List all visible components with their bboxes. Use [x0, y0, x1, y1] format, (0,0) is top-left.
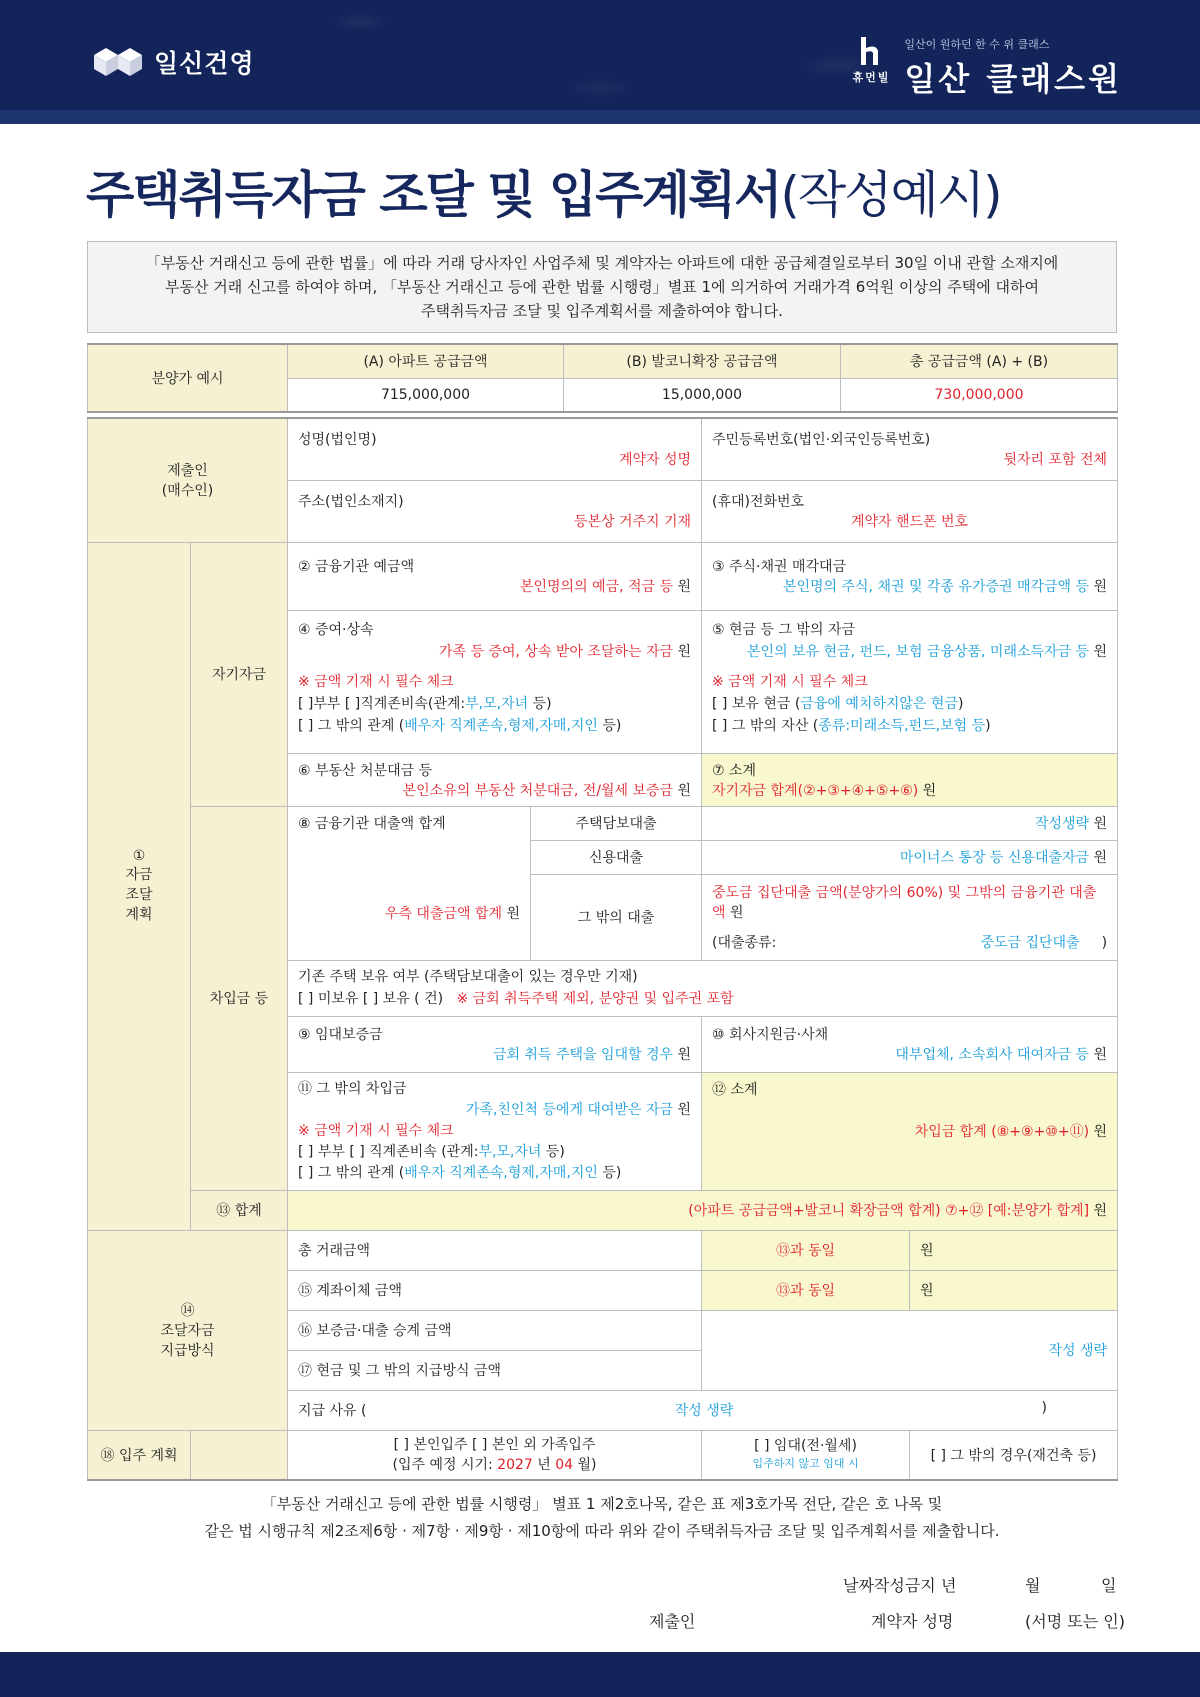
payment-section-num: ⑭ — [180, 1303, 195, 1319]
bank-loan-label: ⑧ 금융기관 대출액 합계 — [298, 815, 446, 832]
loan-type-label: (대출종류: — [712, 935, 777, 951]
other-loan-label: ⑪ 그 밖의 차입금 — [298, 1080, 407, 1097]
deposit-value: 본인명의의 예금, 적금 등 — [519, 579, 674, 595]
cash-payment-label: ⑰ 현금 및 그 밖의 지급방식 금액 — [288, 1350, 702, 1390]
existing-house-note: ※ 금회 취득주택 제외, 분양권 및 입주권 포함 — [456, 991, 734, 1007]
cash-check-text: [ ] 보유 현금 ( — [712, 695, 801, 712]
intro-notice — [87, 241, 1117, 333]
funding-section-label — [88, 542, 191, 1230]
won-unit: 원 — [1093, 1047, 1108, 1063]
header-stripe — [0, 110, 1200, 124]
date-note: 날짜작성금지 — [843, 1576, 936, 1595]
other-loan-check-text: 등) — [597, 1164, 622, 1181]
transfer-label: ⑮ 계좌이체 금액 — [288, 1270, 702, 1310]
gift-check-title: ※ 금액 기재 시 필수 체크 — [298, 673, 454, 690]
lease-deposit-label: ⑨ 임대보증금 — [298, 1027, 383, 1043]
realestate-cell — [288, 753, 702, 806]
applicant-address-cell — [288, 480, 702, 542]
company-loan-cell — [702, 1016, 1118, 1072]
other-bank-loan-cell — [702, 874, 1118, 960]
total-label: ⑬ 합계 — [191, 1190, 288, 1230]
gift-check-line — [298, 715, 691, 737]
mortgage-cell — [702, 806, 1118, 840]
applicant-rrn-cell — [702, 418, 1118, 480]
stocks-value: 본인명의 주식, 채권 및 각종 유가증권 매각금액 등 — [782, 579, 1090, 595]
page-title — [86, 155, 1001, 227]
own-funds-label: 자기자금 — [191, 542, 288, 806]
other-loan-check-title: ※ 금액 기재 시 필수 체크 — [298, 1122, 454, 1139]
gift-check-line — [298, 693, 691, 715]
mortgage-value: 작성생략 — [1034, 816, 1090, 832]
statement-line: 「부동산 거래신고 등에 관한 법률 시행령」 별표 1 제2호나목, 같은 표 제3호가목 전단, 같은 호 나목 및 — [261, 1495, 943, 1513]
date-month: 월 — [1025, 1576, 1041, 1595]
movein-schedule-text: 월) — [573, 1456, 597, 1473]
submitter-value: 계약자 성명 — [871, 1612, 954, 1631]
applicant-name-label: 성명(법인명) — [298, 432, 377, 449]
complex-brand — [852, 36, 1122, 100]
won-unit: 원 — [506, 905, 520, 922]
other-loan-check-line — [298, 1142, 691, 1163]
loan-subtotal-value: 차입금 합계 (⑧+⑨+⑩+⑪) — [914, 1123, 1090, 1140]
cash-check-line — [712, 715, 1107, 737]
movein-label: ⑱ 입주 계획 — [88, 1430, 191, 1480]
cash-value: 본인의 보유 현금, 펀드, 보험 금융상품, 미래소득자금 등 — [747, 643, 1090, 660]
price-header: 총 공급금액 (A) + (B) — [841, 344, 1118, 378]
complex-name: 일산 클래스원 — [904, 60, 1122, 98]
won-unit: 원 — [677, 579, 692, 595]
own-subtotal-cell — [702, 753, 1118, 806]
movein-schedule-text: 년 — [532, 1456, 556, 1473]
transfer-value: ⑬과 동일 — [776, 1283, 836, 1299]
funding-section-label-1: 자금 — [125, 867, 153, 883]
deposit-label: ② 금융기관 예금액 — [298, 559, 415, 575]
lease-deposit-cell — [288, 1016, 702, 1072]
realestate-value: 본인소유의 부동산 처분대금, 전/월세 보증금 — [402, 782, 674, 799]
cash-check-text: ) — [957, 695, 964, 712]
title-sub: (작성예시) — [780, 166, 1001, 224]
gift-value: 가족 등 증여, 상속 받아 조달하는 자금 — [439, 643, 674, 660]
date-year: 년 — [941, 1576, 957, 1595]
loan-type-value: 중도금 집단대출 — [980, 935, 1080, 951]
won-unit: 원 — [1093, 850, 1108, 866]
applicant-name-cell — [288, 418, 702, 480]
applicant-rrn-label: 주민등록번호(법인·외국인등록번호) — [712, 432, 931, 449]
cube-logo-icon — [92, 45, 144, 79]
total-price-value: 730,000,000 — [841, 378, 1118, 412]
payment-reason-label: 지급 사유 ( — [298, 1403, 367, 1419]
statement-line: 같은 법 시행규칙 제2조제6항 · 제7항 · 제9항 · 제10항에 따라 위와 같이 주택취득자금 조달 및 입주계획서를 제출합니다. — [204, 1522, 1000, 1540]
price-row-label: 분양가 예시 — [88, 344, 288, 412]
bank-loan-value: 우측 대출금액 합계 — [384, 905, 503, 922]
applicant-address-label: 주소(법인소재지) — [298, 494, 404, 510]
date-day: 일 — [1101, 1576, 1117, 1595]
brand-hv-label: 휴먼빌 — [852, 71, 891, 84]
title-main: 주택취득자금 조달 및 입주계획서 — [86, 166, 781, 224]
other-loan-check-relation: 배우자 직계존속,형제,자매,지인 — [404, 1164, 598, 1181]
won-unit: 원 — [677, 1101, 692, 1118]
bank-loan-cell — [288, 806, 531, 960]
company-logo — [92, 44, 255, 80]
gift-check-text: 등) — [528, 695, 552, 712]
deposit-cell — [288, 542, 702, 610]
company-loan-label: ⑩ 회사지원금·사채 — [712, 1027, 829, 1043]
other-loan-value: 가족,친인척 등에게 대여받은 자금 — [465, 1101, 674, 1118]
funding-section-label-3: 계획 — [125, 907, 153, 923]
total-value: (아파트 공급금액+발코니 확장금액 합계) ⑦+⑫ [예:분양가 합계] — [688, 1203, 1090, 1219]
loan-subtotal-label: ⑫ 소계 — [712, 1081, 758, 1098]
cash-check-detail: 종류:미래소득,펀드,보험 등 — [818, 717, 986, 734]
applicant-label-1: 제출인 — [167, 463, 208, 480]
won-unit: 원 — [1093, 643, 1108, 660]
won-unit: 원 — [920, 1243, 934, 1259]
movein-self-cell — [288, 1430, 702, 1480]
gift-check-relation: 부,모,자녀 — [465, 695, 529, 712]
cash-cell — [702, 610, 1118, 753]
loan-subtotal-cell — [702, 1072, 1118, 1190]
deposit-succession-label: ⑯ 보증금·대출 승계 금액 — [288, 1310, 702, 1350]
applicant-label — [88, 418, 288, 542]
payment-reason-value: 작성 생략 — [674, 1403, 734, 1419]
total-cell — [288, 1190, 1118, 1230]
payment-total-value-cell — [702, 1230, 910, 1270]
payment-section-label-2: 지급방식 — [160, 1343, 215, 1359]
own-subtotal-label: ⑦ 소계 — [712, 762, 757, 779]
loan-label: 차입금 등 — [191, 806, 288, 1190]
movein-schedule-month: 04 — [555, 1456, 574, 1473]
company-loan-value: 대부업체, 소속회사 대여자금 등 — [895, 1047, 1090, 1063]
cash-check-detail: 금융에 예치하지않은 현금 — [800, 695, 958, 712]
gift-check-text: 등) — [597, 717, 622, 734]
stocks-label: ③ 주식·채권 매각대금 — [712, 559, 847, 575]
gift-check-relation: 배우자 직계존속,형제,자매,지인 — [404, 717, 598, 734]
credit-value: 마이너스 통장 등 신용대출자금 — [899, 850, 1090, 866]
brand-tagline: 일산이 원하던 한 수 위 클래스 — [904, 38, 1050, 51]
credit-label: 신용대출 — [531, 840, 702, 874]
gift-check-text: [ ]부부 [ ]직계존비속(관계: — [298, 695, 466, 712]
payment-section-label-1: 조달자금 — [160, 1323, 215, 1339]
own-subtotal-value: 자기자금 합계(②+③+④+⑤+⑥) — [712, 782, 919, 799]
price-table — [87, 343, 1118, 413]
movein-blank — [191, 1430, 288, 1480]
other-bank-loan-value: 중도금 집단대출 금액(분양가의 60%) 및 그밖의 금융기관 대출액 — [712, 885, 1097, 921]
intro-line: 부동산 거래 신고를 하여야 하며, 「부동산 거래신고 등에 관한 법률 시행령」별표 1에 의거하여 거래가격 6억원 이상의 주택에 대하여 — [165, 278, 1039, 296]
humanvill-logo — [852, 36, 890, 85]
cash-check-text: [ ] 그 밖의 자산 ( — [712, 717, 819, 734]
sign-note: (서명 또는 인) — [1025, 1612, 1125, 1631]
movein-lease-note: 입주하지 않고 임대 시 — [752, 1456, 859, 1470]
applicant-phone-label: (휴대)전화번호 — [712, 494, 805, 510]
existing-house-options: [ ] 미보유 [ ] 보유 ( 건) — [298, 991, 444, 1007]
cash-label: ⑤ 현금 등 그 밖의 자금 — [712, 621, 856, 638]
header-banner — [0, 0, 1200, 110]
won-unit: 원 — [730, 905, 744, 921]
omit-value: 작성 생략 — [1048, 1343, 1108, 1359]
price-header: (A) 아파트 공급금액 — [288, 344, 564, 378]
applicant-rrn-value: 뒷자리 포함 전체 — [1003, 452, 1108, 469]
funding-form-table — [87, 417, 1118, 1481]
applicant-label-2: (매수인) — [161, 483, 214, 500]
payment-total-value: ⑬과 동일 — [776, 1243, 836, 1259]
applicant-name-value: 계약자 성명 — [618, 452, 692, 469]
submitter-label: 제출인 — [649, 1612, 696, 1631]
won-unit: 원 — [677, 1047, 692, 1063]
movein-schedule-year: 2027 — [497, 1456, 533, 1473]
other-loan-check-text: 등) — [541, 1143, 565, 1160]
payment-reason-close: ) — [1041, 1400, 1048, 1416]
won-unit: 원 — [1093, 1203, 1108, 1219]
gift-check-text: [ ] 그 밖의 관계 ( — [298, 717, 405, 734]
won-unit: 원 — [920, 1283, 934, 1299]
gift-label: ④ 증여·상속 — [298, 621, 374, 638]
payment-total-unit-cell — [910, 1230, 1118, 1270]
other-bank-loan-label: 그 밖의 대출 — [531, 874, 702, 960]
won-unit: 원 — [922, 782, 937, 799]
payment-total-label: 총 거래금액 — [288, 1230, 702, 1270]
lease-deposit-value: 금회 취득 주택을 임대할 경우 — [492, 1047, 674, 1063]
other-loan-check-text: [ ] 그 밖의 관계 ( — [298, 1164, 405, 1181]
movein-other-option: [ ] 그 밖의 경우(재건축 등) — [910, 1430, 1118, 1480]
other-loan-check-line — [298, 1163, 691, 1184]
realestate-label: ⑥ 부동산 처분대금 등 — [298, 762, 433, 779]
payment-reason-cell — [288, 1390, 1118, 1430]
intro-line: 「부동산 거래신고 등에 관한 법률」에 따라 거래 당사자인 사업주체 및 계약자는 아파트에 대한 공급체결일로부터 30일 이내 관할 소재지에 — [145, 254, 1059, 272]
movein-lease-option: [ ] 임대(전·월세) — [754, 1437, 857, 1454]
payment-section-label — [88, 1230, 288, 1430]
won-unit: 원 — [1093, 816, 1108, 832]
stocks-cell — [702, 542, 1118, 610]
company-name: 일신건영 — [154, 49, 255, 78]
price-header: (B) 발코니확장 공급금액 — [564, 344, 841, 378]
transfer-value-cell — [702, 1270, 910, 1310]
movein-schedule-text: (입주 예정 시기: — [392, 1456, 498, 1473]
applicant-phone-cell — [702, 480, 1118, 542]
existing-house-cell — [288, 960, 1118, 1016]
won-unit: 원 — [677, 782, 692, 799]
other-loan-check-text: [ ] 부부 [ ] 직계존비속 (관계: — [298, 1143, 479, 1160]
loan-type-close: ) — [1101, 935, 1108, 951]
balcony-price-value: 15,000,000 — [564, 378, 841, 412]
movein-lease-cell — [702, 1430, 910, 1480]
movein-self-options: [ ] 본인입주 [ ] 본인 외 가족입주 — [393, 1436, 596, 1453]
omit-cell — [702, 1310, 1118, 1390]
apartment-price-value: 715,000,000 — [288, 378, 564, 412]
applicant-phone-value: 계약자 핸드폰 번호 — [850, 514, 969, 530]
funding-section-label-2: 조달 — [125, 887, 153, 903]
existing-house-label: 기존 주택 보유 여부 (주택담보대출이 있는 경우만 기재) — [298, 969, 638, 985]
mortgage-label: 주택담보대출 — [531, 806, 702, 840]
other-loan-cell — [288, 1072, 702, 1190]
won-unit: 원 — [1093, 579, 1108, 595]
gift-cell — [288, 610, 702, 753]
cash-check-title: ※ 금액 기재 시 필수 체크 — [712, 673, 868, 690]
intro-line: 주택취득자금 조달 및 입주계획서를 제출하여야 합니다. — [421, 302, 783, 320]
applicant-address-value: 등본상 거주지 기재 — [573, 514, 692, 530]
credit-cell — [702, 840, 1118, 874]
other-loan-check-relation: 부,모,자녀 — [478, 1143, 542, 1160]
won-unit: 원 — [1093, 1123, 1108, 1140]
cash-check-line — [712, 693, 1107, 715]
won-unit: 원 — [677, 643, 692, 660]
h-logo-icon — [858, 36, 884, 66]
cash-check-text: ) — [985, 717, 991, 734]
funding-section-num: ① — [132, 848, 146, 864]
transfer-unit-cell — [910, 1270, 1118, 1310]
footer-band — [0, 1652, 1200, 1697]
